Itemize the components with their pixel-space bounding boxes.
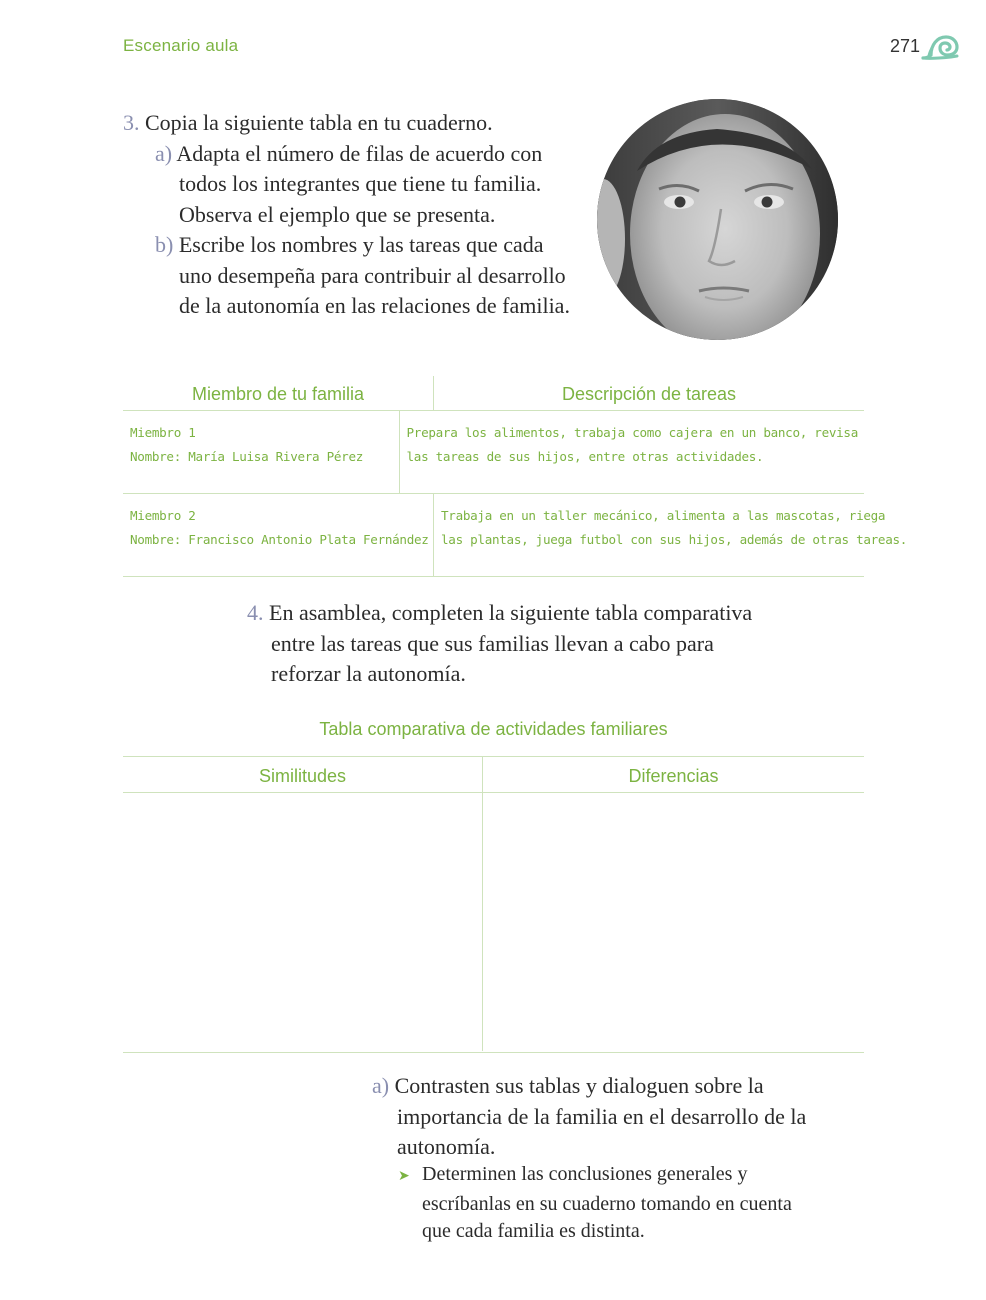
- page-number: 271: [890, 36, 921, 56]
- differences-cell: [483, 793, 864, 1051]
- sub-b-line: uno desempeña para contribuir al desarrollo: [179, 262, 566, 288]
- header-similarities: Similitudes: [123, 757, 483, 792]
- description-cell: [400, 411, 865, 493]
- instruction-line: Contrasten sus tablas y dialoguen sobre la: [394, 1073, 764, 1098]
- instruction-4: [247, 598, 767, 690]
- child-portrait-photo: [597, 99, 838, 340]
- item-number: 3.: [123, 110, 140, 135]
- member-label: Miembro 1: [130, 425, 196, 440]
- similarities-cell: [123, 793, 483, 1051]
- sub-a-line: Observa el ejemplo que se presenta.: [179, 201, 496, 227]
- bullet-item: [398, 1161, 818, 1246]
- snail-icon: [921, 31, 959, 61]
- member-name: Nombre: Francisco Antonio Plata Fernández: [130, 532, 429, 547]
- comparison-table: [123, 756, 864, 1053]
- bullet-line: Determinen las conclusiones generales y: [422, 1163, 748, 1185]
- header-description: Descripción de tareas: [561, 384, 737, 404]
- table-header-row: [123, 757, 864, 793]
- member-label: Miembro 2: [130, 508, 196, 523]
- description-cell: [434, 494, 913, 576]
- description-line: las tareas de sus hijos, entre otras actividades.: [406, 449, 764, 464]
- member-name: Nombre: María Luisa Rivera Pérez: [130, 449, 364, 464]
- sub-letter: a): [155, 140, 173, 166]
- instruction-line: autonomía.: [397, 1134, 496, 1159]
- member-cell: [123, 494, 434, 576]
- item-number: 4.: [247, 600, 264, 625]
- member-cell: [123, 411, 400, 493]
- instruction-4a: [372, 1071, 842, 1163]
- instruction-line: entre las tareas que sus familias llevan a cabo para: [271, 630, 714, 656]
- table-header-row: [123, 376, 864, 411]
- sub-b-line: de la autonomía en las relaciones de familia.: [179, 293, 570, 318]
- sub-letter: b): [155, 232, 174, 257]
- instruction-line: importancia de la familia en el desarrollo de la: [397, 1103, 807, 1129]
- bullet-line: escríbanlas en su cuaderno tomando en cuenta: [422, 1192, 792, 1215]
- instruction-text: Copia la siguiente tabla en tu cuaderno.: [145, 110, 493, 135]
- sub-b-line: Escribe los nombres y las tareas que cada: [178, 232, 544, 257]
- instruction-line: En asamblea, completen la siguiente tabla comparativa: [269, 600, 753, 625]
- description-line: las plantas, juega futbol con sus hijos, además de otras tareas.: [441, 532, 908, 547]
- table-row: [123, 494, 908, 577]
- arrow-bullet-icon: ➤: [398, 1169, 410, 1184]
- header-member: Miembro de tu familia: [123, 376, 434, 410]
- description-line: Prepara los alimentos, trabaja como cajera en un banco, revisa: [406, 425, 858, 440]
- description-line: Trabaja en un taller mecánico, alimenta a las mascotas, riega: [441, 508, 886, 523]
- sub-a-line: Adapta el número de filas de acuerdo con: [176, 140, 543, 166]
- sub-a-line: todos los integrantes que tiene tu familia.: [179, 171, 542, 196]
- table-body: [123, 793, 864, 1051]
- family-members-table: [123, 376, 908, 577]
- bullet-line: que cada familia es distinta.: [422, 1220, 645, 1242]
- instruction-3: [123, 108, 583, 322]
- table-row: [123, 411, 864, 494]
- compare-table-title: Tabla comparativa de actividades familiares: [319, 719, 668, 739]
- instruction-line: reforzar la autonomía.: [271, 661, 466, 686]
- section-title: Escenario aula: [123, 36, 239, 55]
- sub-letter: a): [372, 1073, 390, 1098]
- header-differences: Diferencias: [628, 766, 719, 786]
